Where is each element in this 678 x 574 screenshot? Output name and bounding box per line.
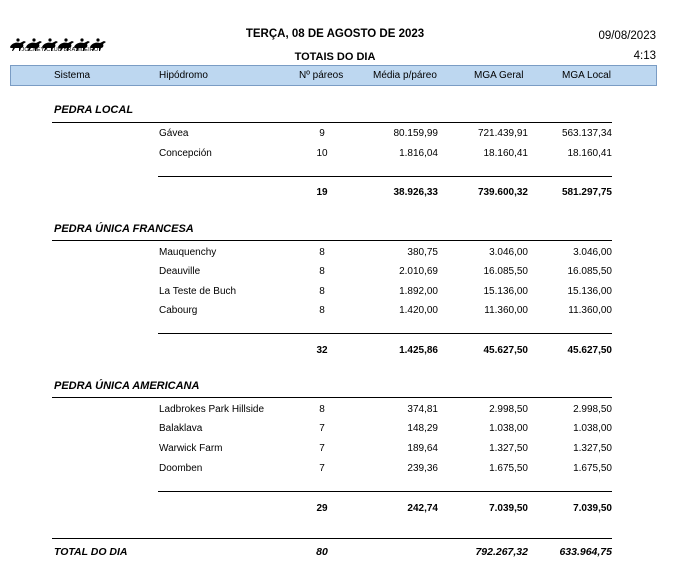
total-divider <box>52 538 612 539</box>
table-row <box>0 286 678 300</box>
section-title: PEDRA ÚNICA FRANCESA <box>54 223 194 235</box>
mga-geral-value: 16.085,50 <box>483 266 528 277</box>
table-row <box>0 423 678 437</box>
table-row <box>0 305 678 319</box>
subtotal-row <box>0 503 678 517</box>
col-mga-local: MGA Local <box>562 70 611 81</box>
total-mga-local: 633.964,75 <box>559 546 612 558</box>
pareos-value: 7 <box>319 423 325 434</box>
media-value: 148,29 <box>407 423 438 434</box>
pareos-value: 8 <box>319 266 325 277</box>
table-row <box>0 443 678 457</box>
mga-local-value: 563.137,34 <box>561 128 612 139</box>
pareos-value: 8 <box>319 286 325 297</box>
mga-local-value: 18.160,41 <box>567 148 612 159</box>
hipodromo-name: Balaklava <box>159 423 203 434</box>
pareos-value: 9 <box>319 128 325 139</box>
subtotal-mga-geral: 7.039,50 <box>489 503 528 514</box>
mga-local-value: 1.327,50 <box>573 443 612 454</box>
mga-local-value: 16.085,50 <box>567 266 612 277</box>
media-value: 80.159,99 <box>393 128 438 139</box>
subtotal-pareos: 19 <box>316 187 328 198</box>
subtotal-media: 1.425,86 <box>399 345 438 356</box>
hipodromo-name: Doomben <box>159 463 203 474</box>
hipodromo-name: La Teste de Buch <box>159 286 237 297</box>
pareos-value: 7 <box>319 443 325 454</box>
hipodromo-name: Cabourg <box>159 305 198 316</box>
subtotal-divider <box>158 176 612 177</box>
media-value: 1.892,00 <box>399 286 438 297</box>
pareos-value: 8 <box>319 247 325 258</box>
pareos-value: 8 <box>319 404 325 415</box>
hipodromo-name: Deauville <box>159 266 201 277</box>
pareos-value: 10 <box>316 148 328 159</box>
media-value: 374,81 <box>407 404 438 415</box>
hipodromo-name: Concepción <box>159 148 212 159</box>
table-row <box>0 463 678 477</box>
subtotal-mga-local: 7.039,50 <box>573 503 612 514</box>
mga-geral-value: 2.998,50 <box>489 404 528 415</box>
mga-geral-value: 1.675,50 <box>489 463 528 474</box>
mga-geral-value: 11.360,00 <box>484 305 528 316</box>
mga-local-value: 15.136,00 <box>567 286 612 297</box>
subtotal-row <box>0 345 678 359</box>
mga-geral-value: 1.038,00 <box>489 423 528 434</box>
mga-local-value: 11.360,00 <box>568 305 612 316</box>
pareos-value: 7 <box>319 463 325 474</box>
mga-local-value: 3.046,00 <box>573 247 612 258</box>
column-header-bar <box>10 65 657 86</box>
hipodromo-name: Gávea <box>159 128 189 139</box>
hipodromo-name: Warwick Farm <box>159 443 223 454</box>
media-value: 1.816,04 <box>399 148 438 159</box>
col-media: Média p/páreo <box>373 70 437 81</box>
mga-local-value: 1.038,00 <box>573 423 612 434</box>
subtotal-row <box>0 187 678 201</box>
col-pareos: Nº páreos <box>299 70 344 81</box>
col-hipodromo: Hipódromo <box>159 70 208 81</box>
logo-text: JOCKEY CLUB BRASILEIRO <box>21 47 99 53</box>
table-row <box>0 247 678 261</box>
mga-geral-value: 1.327,50 <box>489 443 528 454</box>
section-divider <box>52 240 612 241</box>
section-title: PEDRA LOCAL <box>54 104 134 116</box>
subtotal-media: 242,74 <box>407 503 438 514</box>
total-pareos: 80 <box>316 546 328 558</box>
media-value: 2.010,69 <box>399 266 438 277</box>
subtotal-mga-local: 45.627,50 <box>567 345 612 356</box>
mga-local-value: 2.998,50 <box>573 404 612 415</box>
media-value: 189,64 <box>407 443 438 454</box>
section-title: PEDRA ÚNICA AMERICANA <box>54 380 200 392</box>
report-date-title: TERÇA, 08 DE AGOSTO DE 2023 <box>245 28 425 40</box>
mga-local-value: 1.675,50 <box>573 463 612 474</box>
table-row <box>0 404 678 418</box>
subtotal-mga-geral: 45.627,50 <box>483 345 528 356</box>
mga-geral-value: 18.160,41 <box>483 148 528 159</box>
subtotal-divider <box>158 333 612 334</box>
jockey-club-logo-icon <box>8 30 112 58</box>
print-date: 09/08/2023 <box>598 30 656 42</box>
media-value: 239,36 <box>407 463 438 474</box>
total-mga-geral: 792.267,32 <box>475 546 528 558</box>
mga-geral-value: 15.136,00 <box>483 286 528 297</box>
print-time: 4:13 <box>633 50 656 62</box>
col-mga-geral: MGA Geral <box>474 70 524 81</box>
table-row <box>0 266 678 280</box>
report-subtitle: TOTAIS DO DIA <box>294 51 376 63</box>
subtotal-mga-geral: 739.600,32 <box>477 187 528 198</box>
hipodromo-name: Ladbrokes Park Hillside <box>159 404 265 415</box>
total-row <box>0 546 678 560</box>
pareos-value: 8 <box>319 305 325 316</box>
hipodromo-name: Mauquenchy <box>159 247 217 258</box>
subtotal-pareos: 32 <box>316 345 328 356</box>
section-divider <box>52 397 612 398</box>
subtotal-media: 38.926,33 <box>393 187 438 198</box>
media-value: 380,75 <box>407 247 438 258</box>
subtotal-mga-local: 581.297,75 <box>561 187 612 198</box>
media-value: 1.420,00 <box>399 305 438 316</box>
mga-geral-value: 3.046,00 <box>489 247 528 258</box>
section-divider <box>52 122 612 123</box>
table-row <box>0 148 678 162</box>
total-label: TOTAL DO DIA <box>54 546 128 558</box>
mga-geral-value: 721.439,91 <box>477 128 528 139</box>
subtotal-pareos: 29 <box>316 503 328 514</box>
table-row <box>0 128 678 142</box>
subtotal-divider <box>158 491 612 492</box>
col-sistema: Sistema <box>54 70 91 81</box>
